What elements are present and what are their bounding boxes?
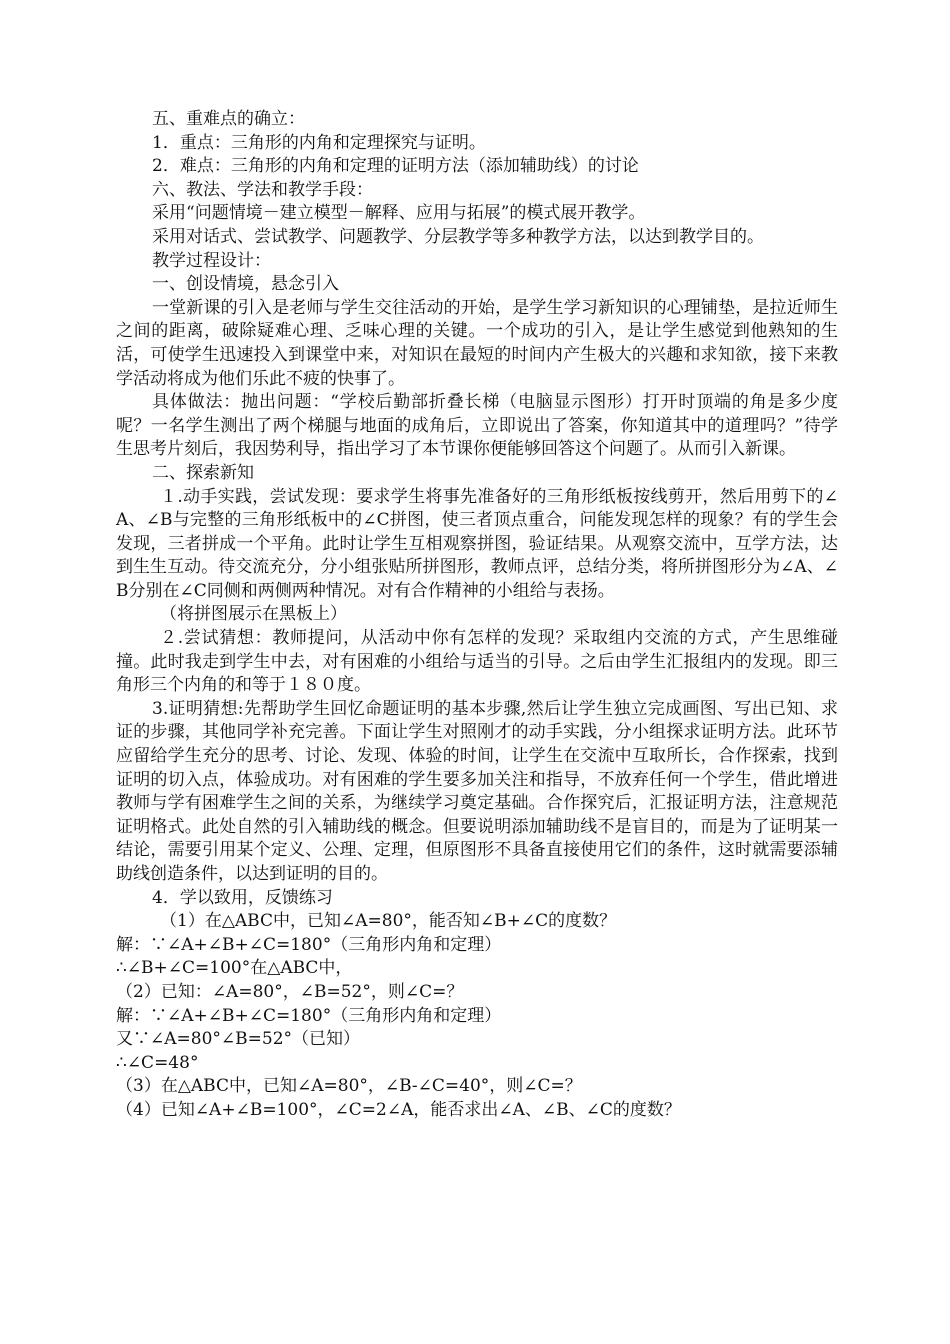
subheading-explore: 二、探索新知 (152, 462, 254, 483)
section-heading-process: 教学过程设计： (152, 250, 271, 271)
method-paragraph: 采用“问题情境－建立模型－解释、应用与拓展”的模式展开教学。 (152, 203, 646, 224)
exercise-solution-line: ∴∠B+∠C=100°在△ABC中， (116, 958, 353, 979)
section-heading-methods: 六、教法、学法和教学手段： (152, 179, 373, 200)
exercise-question: （2）已知：∠A=80°，∠B=52°，则∠C=？ (116, 981, 464, 1002)
difficult-point-item: 2．难点：三角形的内角和定理的证明方法（添加辅助线）的讨论 (152, 156, 639, 177)
method-paragraph: 采用对话式、尝试教学、问题教学、分层教学等多种教学方法，以达到教学目的。 (152, 226, 764, 247)
body-paragraph: ２.尝试猜想：教师提问，从活动中你有怎样的发现？采取组内交流的方式，产生思维碰撞。此时我走到学生中去，对有困难的小组给与适当的引导。之后由学生汇报组内的发现。即三角形三个内角的和等于１８０度。 (116, 628, 838, 696)
section-heading-key-points: 五、重难点的确立： (152, 109, 305, 129)
document-page (116, 108, 838, 1123)
subheading-practice: 4．学以致用，反馈练习 (152, 887, 333, 908)
body-paragraph: 一堂新课的引入是老师与学生交往活动的开始，是学生学习新知识的心理铺垫，是拉近师生之间的距离，破除疑难心理、乏味心理的关键。一个成功的引入，是让学生感觉到他熟知的生活，可使学生迅速投入到课堂中来，对知识在最短的时间内产生极大的兴趣和求知欲，接下来教学活动将成为他们乐此不疲的快事了。 (116, 297, 838, 389)
body-paragraph: 具体做法：抛出问题：“学校后勤部折叠长梯（电脑显示图形）打开时顶端的角是多少度呢？一名学生测出了两个梯腿与地面的成角后，立即说出了答案，你知道其中的道理吗？”待学生思考片刻后，我因势利导，指出学习了本节课你便能够回答这个问题了。从而引入新课。 (116, 392, 838, 460)
body-note: （将拼图展示在黑板上） (160, 604, 347, 625)
exercise-solution-line: 解：∵∠A+∠B+∠C=180°（三角形内角和定理） (116, 934, 502, 955)
exercise-question: （4）已知∠A+∠B=100°，∠C=2∠A，能否求出∠A、∠B、∠C的度数？ (116, 1099, 681, 1120)
subheading-introduction: 一、创设情境，悬念引入 (152, 274, 339, 295)
body-paragraph: 3.证明猜想:先帮助学生回忆命题证明的基本步骤,然后让学生独立完成画图、写出已知、求证的步骤，其他同学补充完善。下面让学生对照刚才的动手实践，分小组探求证明方法。此环节应留给学生充分的思考、讨论、发现、体验的时间，让学生在交流中互取所长，合作探索，找到证明的切入点，体验成功。对有困难的学生要多加关注和指导，不放弃任何一个学生，借此增进教师与学有困难学生之间的关系，为继续学习奠定基础。合作探究后，汇报证明方法，注意规范证明格式。此处自然的引入辅助线的概念。但要说明添加辅助线不是盲目的，而是为了证明某一结论，需要引用某个定义、公理、定理，但原图形不具备直接使用它们的条件，这时就需要添辅助线创造条件，以达到证明的目的。 (116, 698, 838, 884)
exercise-question: （3）在△ABC中，已知∠A=80°，∠B-∠C=40°，则∠C=？ (116, 1076, 582, 1097)
key-point-item: 1．重点：三角形的内角和定理探究与证明。 (152, 132, 486, 153)
exercise-solution-line: ∴∠C=48° (116, 1052, 199, 1073)
exercise-question: （1）在△ABC中，已知∠A=80°，能否知∠B+∠C的度数？ (160, 911, 617, 932)
exercise-solution-line: 又∵∠A=80°∠B=52°（已知） (116, 1029, 361, 1050)
exercise-solution-line: 解：∵∠A+∠B+∠C=180°（三角形内角和定理） (116, 1005, 502, 1026)
body-paragraph: １.动手实践，尝试发现：要求学生将事先准备好的三角形纸板按线剪开，然后用剪下的∠A、∠B与完整的三角形纸板中的∠C拼图，使三者顶点重合，问能发现怎样的现象？有的学生会发现，三者拼成一个平角。此时让学生互相观察拼图，验证结果。从观察交流中，互学方法，达到生生互动。待交流充分，分小组张贴所拼图形，教师点评，总结分类，将所拼图形分为∠A、∠B分别在∠C同侧和两侧两种情况。对有合作精神的小组给与表扬。 (116, 486, 838, 601)
